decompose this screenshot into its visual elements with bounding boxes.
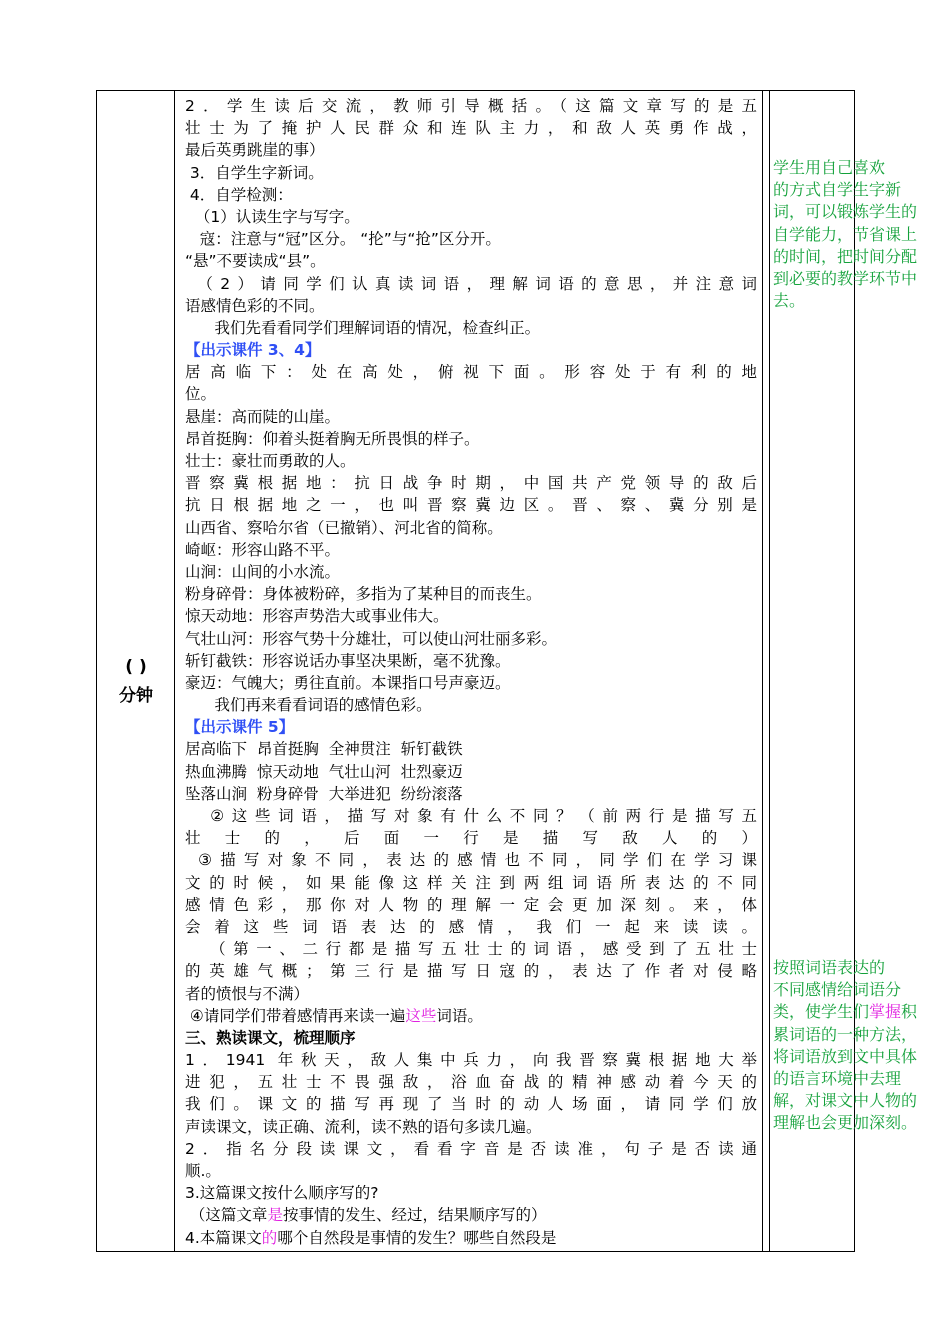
content-line: 声读课文，读正确、流利，读不熟的语句多读几遍。 [185,1117,542,1136]
content-line: 最后英勇跳崖的事） [185,141,325,160]
content-line: 壮士为了掩护人民群众和连队主力，和敌人英勇作战， [185,119,757,138]
content-line: 的英雄气概；第三行是描写日寇的，表达了作者对侵略 [185,962,757,981]
content-line: （这篇文章是按事情的发生、经过，结果顺序写的） [185,1206,547,1225]
time-paren: ( ) [125,657,147,677]
content-line: 粉身碎骨：身体被粉碎，多指为了某种目的而丧生。 [185,585,542,604]
content-body [185,95,757,1249]
content-line: 热血沸腾 惊天动地 气壮山河 壮烈豪迈 [185,762,463,781]
content-line: （1）认读生字与写字。 [185,207,360,226]
content-line: 壮士：豪壮而勇敢的人。 [185,452,356,470]
note-line: 去。 [773,291,806,311]
note-line: 词，可以锻炼学生的 [773,202,918,222]
content-line: 壮士的，后面一行是描写敌人的） [185,829,757,848]
note-line: 不同感情给词语分 [773,980,902,1000]
content-line: 【出示课件 3、4】 [185,341,321,360]
content-line: 位。 [185,385,217,404]
content-line: 斩钉截铁：形容说话办事坚决果断，毫不犹豫。 [185,651,511,670]
content-line: 寇：注意与“冠”区分。 “抡”与“抢”区分开。 [185,230,501,249]
note-line: 累词语的一种方法， [773,1024,918,1044]
note-line: 的方式自学生字新 [773,180,902,200]
content-line: 感情色彩，那你对人物的理解一定会更加深刻。来，体 [185,895,757,914]
content-line: 我们再来看看词语的感情色彩。 [185,696,432,715]
content-line: 4.本篇课文的哪个自然段是事情的发生？哪些自然段是 [185,1228,557,1247]
note-line: 解，对课文中人物的 [773,1091,918,1111]
content-line: 进犯，五壮士不畏强敌，浴血奋战的精神感动着今天的 [185,1073,757,1092]
note-line: 类，使学生们掌握积 [773,1002,918,1022]
content-line: 晋察冀根据地：抗日战争时期，中国共产党领导的敌后 [185,474,757,493]
content-line: 山西省、察哈尔省（已撤销）、河北省的简称。 [185,518,503,537]
content-line: 2．学生读后交流，教师引导概括。（这篇文章写的是五 [185,97,757,115]
content-line: 坠落山涧 粉身碎骨 大举进犯 纷纷滚落 [185,784,463,803]
note-line: 的语言环境中去理 [773,1068,902,1088]
content-line: （2）请同学们认真读词语，理解词语的意思，并注意词 [185,274,757,293]
note-line: 将词语放到文中具体 [773,1046,918,1066]
content-line: 山涧：山间的小水流。 [185,562,341,581]
content-line: 会着这些词语表达的感情，我们一起来读读。 [185,917,757,936]
content-line: （第一、二行都是描写五壮士的词语，感受到了五壮士 [185,940,757,959]
content-line: ④请同学们带着感情再来读一遍这些词语。 [185,1006,483,1025]
lesson-table [96,90,918,1252]
content-line: 语感情色彩的不同。 [185,296,325,315]
content-line: 我们先看看同学们理解词语的情况，检查纠正。 [185,318,541,337]
content-line: 3.这篇课文按什么顺序写的? [185,1184,379,1203]
content-line: 居高临下 昂首挺胸 全神贯注 斩钉截铁 [185,740,463,759]
content-line: 文的时候，如果能像这样关注到两组词语所表达的不同 [185,873,757,892]
note-line: 学生用自己喜欢 [773,158,886,177]
note-line: 按照词语表达的 [773,958,886,977]
note-line: 到必要的教学环节中 [773,268,918,288]
content-line: 1．1941 年秋天，敌人集中兵力，向我晋察冀根据地大举 [185,1051,757,1070]
note-line: 的时间，把时间分配 [773,246,918,266]
notes-column [769,91,918,1251]
content-line: 顺.。 [185,1162,221,1180]
content-line: 【出示课件 5】 [185,718,295,737]
note-line: 理解也会更加深刻。 [773,1113,918,1133]
content-line: 2．指名分段读课文，看看字音是否读准，句子是否读通 [185,1139,757,1158]
content-line: 我们。课文的描写再现了当时的动人场面，请同学们放 [185,1095,757,1114]
content-line: 居高临下：处在高处，俯视下面。形容处于有利的地 [185,363,757,382]
content-column [180,91,763,1251]
content-line: 者的愤恨与不满） [185,984,310,1003]
design-note-2 [773,957,918,1135]
time-unit: 分钟 [119,686,153,706]
note-line: 自学能力，节省课上 [773,224,918,244]
content-line: 惊天动地：形容声势浩大或事业伟大。 [185,607,449,626]
content-line: 抗日根据地之一，也叫晋察冀边区。晋、察、冀分别是 [185,496,757,515]
content-line: 悬崖：高而陡的山崖。 [185,407,341,426]
design-note-1 [773,157,918,312]
content-line: 3．自学生字新词。 [185,163,324,182]
content-line: 崎岖：形容山路不平。 [185,540,341,559]
content-line: “悬”不要读成“县”。 [185,252,326,271]
content-line: ②这些词语，描写对象有什么不同？（前两行是描写五 [185,807,757,825]
content-line: 三、熟读课文，梳理顺序 [185,1028,356,1047]
content-line: 气壮山河：形容气势十分雄壮，可以使山河壮丽多彩。 [185,629,558,648]
content-line: ③描写对象不同，表达的感情也不同，同学们在学习课 [185,851,757,870]
content-line: 4．自学检测： [185,185,293,204]
time-column [97,91,175,1251]
content-line: 昂首挺胸：仰着头挺着胸无所畏惧的样子。 [185,429,480,448]
content-line: 豪迈：气魄大；勇往直前。本课指口号声豪迈。 [185,673,511,692]
